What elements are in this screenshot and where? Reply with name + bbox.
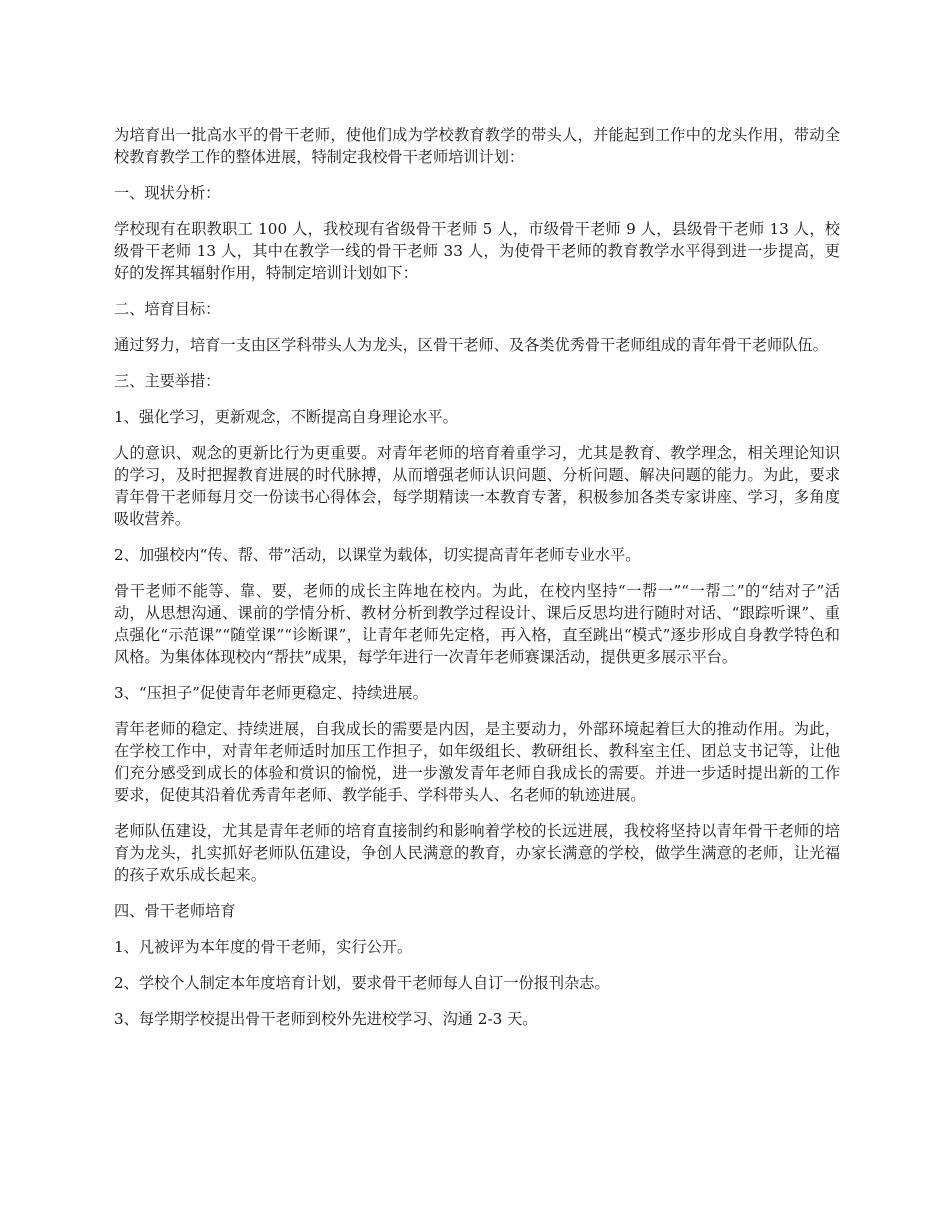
status-paragraph: 学校现有在职教职工 100 人，我校现有省级骨干老师 5 人，市级骨干老师 9 人，县级骨干老师 13 人，校级骨干老师 13 人，其中在教学一线的骨干老师 33 人，为使骨干老师的教育教学水平得到进一步提高，更好的发挥其辐射作用，特制定培训计划如下： bbox=[114, 220, 840, 282]
training-item-1: 1、凡被评为本年度的骨干老师，实行公开。 bbox=[114, 938, 413, 956]
section-heading-goals: 二、培育目标： bbox=[114, 300, 221, 318]
section-heading-status: 一、现状分析： bbox=[114, 184, 221, 202]
section-heading-measures: 三、主要举措： bbox=[114, 372, 221, 390]
goals-paragraph: 通过努力，培育一支由区学科带头人为龙头，区骨干老师、及各类优秀骨干老师组成的青年骨干老师队伍。 bbox=[114, 336, 828, 354]
measure-1-heading: 1、强化学习，更新观念，不断提高自身理论水平。 bbox=[114, 408, 458, 426]
intro-paragraph: 为培育出一批高水平的骨干老师，使他们成为学校教育教学的带头人，并能起到工作中的龙头作用，带动全校教育教学工作的整体进展，特制定我校骨干老师培训计划： bbox=[114, 126, 840, 166]
section-heading-training: 四、骨干老师培育 bbox=[114, 902, 236, 920]
training-item-3: 3、每学期学校提出骨干老师到校外先进校学习、沟通 2-3 天。 bbox=[114, 1010, 538, 1028]
measure-2-paragraph: 骨干老师不能等、靠、要，老师的成长主阵地在校内。为此，在校内坚持“一帮一”“一帮二”的“结对子”活动，从思想沟通、课前的学情分析、教材分析到教学过程设计、课后反思均进行随时对话、“跟踪听课”、重点强化“示范课”“随堂课”“诊断课”，让青年老师先定格，再入格，直至跳出“模式”逐步形成自身教学特色和风格。为集体体现校内“帮扶”成果，每学年进行一次青年老师赛课活动，提供更多展示平台。 bbox=[114, 582, 840, 666]
training-item-2: 2、学校个人制定本年度培育计划，要求骨干老师每人自订一份报刊杂志。 bbox=[114, 974, 610, 992]
team-building-paragraph: 老师队伍建设，尤其是青年老师的培育直接制约和影响着学校的长远进展，我校将坚持以青年骨干老师的培育为龙头，扎实抓好老师队伍建设，争创人民满意的教育，办家长满意的学校，做学生满意的老师，让光福的孩子欢乐成长起来。 bbox=[114, 822, 840, 884]
measure-1-paragraph: 人的意识、观念的更新比行为更重要。对青年老师的培育着重学习，尤其是教育、教学理念，相关理论知识的学习，及时把握教育进展的时代脉搏，从而增强老师认识问题、分析问题、解决问题的能力。为此，要求青年骨干老师每月交一份读书心得体会，每学期精读一本教育专著，积极参加各类专家讲座、学习，多角度吸收营养。 bbox=[114, 444, 840, 528]
document-body bbox=[114, 124, 840, 1044]
measure-2-heading: 2、加强校内“传、帮、带”活动，以课堂为载体，切实提高青年老师专业水平。 bbox=[114, 546, 641, 564]
measure-3-paragraph: 青年老师的稳定、持续进展，自我成长的需要是内因，是主要动力，外部环境起着巨大的推动作用。为此，在学校工作中，对青年老师适时加压工作担子，如年级组长、教研组长、教科室主任、团总支书记等，让他们充分感受到成长的体验和赏识的愉悦，进一步激发青年老师自我成长的需要。并进一步适时提出新的工作要求，促使其沿着优秀青年老师、教学能手、学科带头人、名老师的轨迹进展。 bbox=[114, 720, 840, 804]
measure-3-heading: 3、“压担子”促使青年老师更稳定、持续进展。 bbox=[114, 684, 428, 702]
